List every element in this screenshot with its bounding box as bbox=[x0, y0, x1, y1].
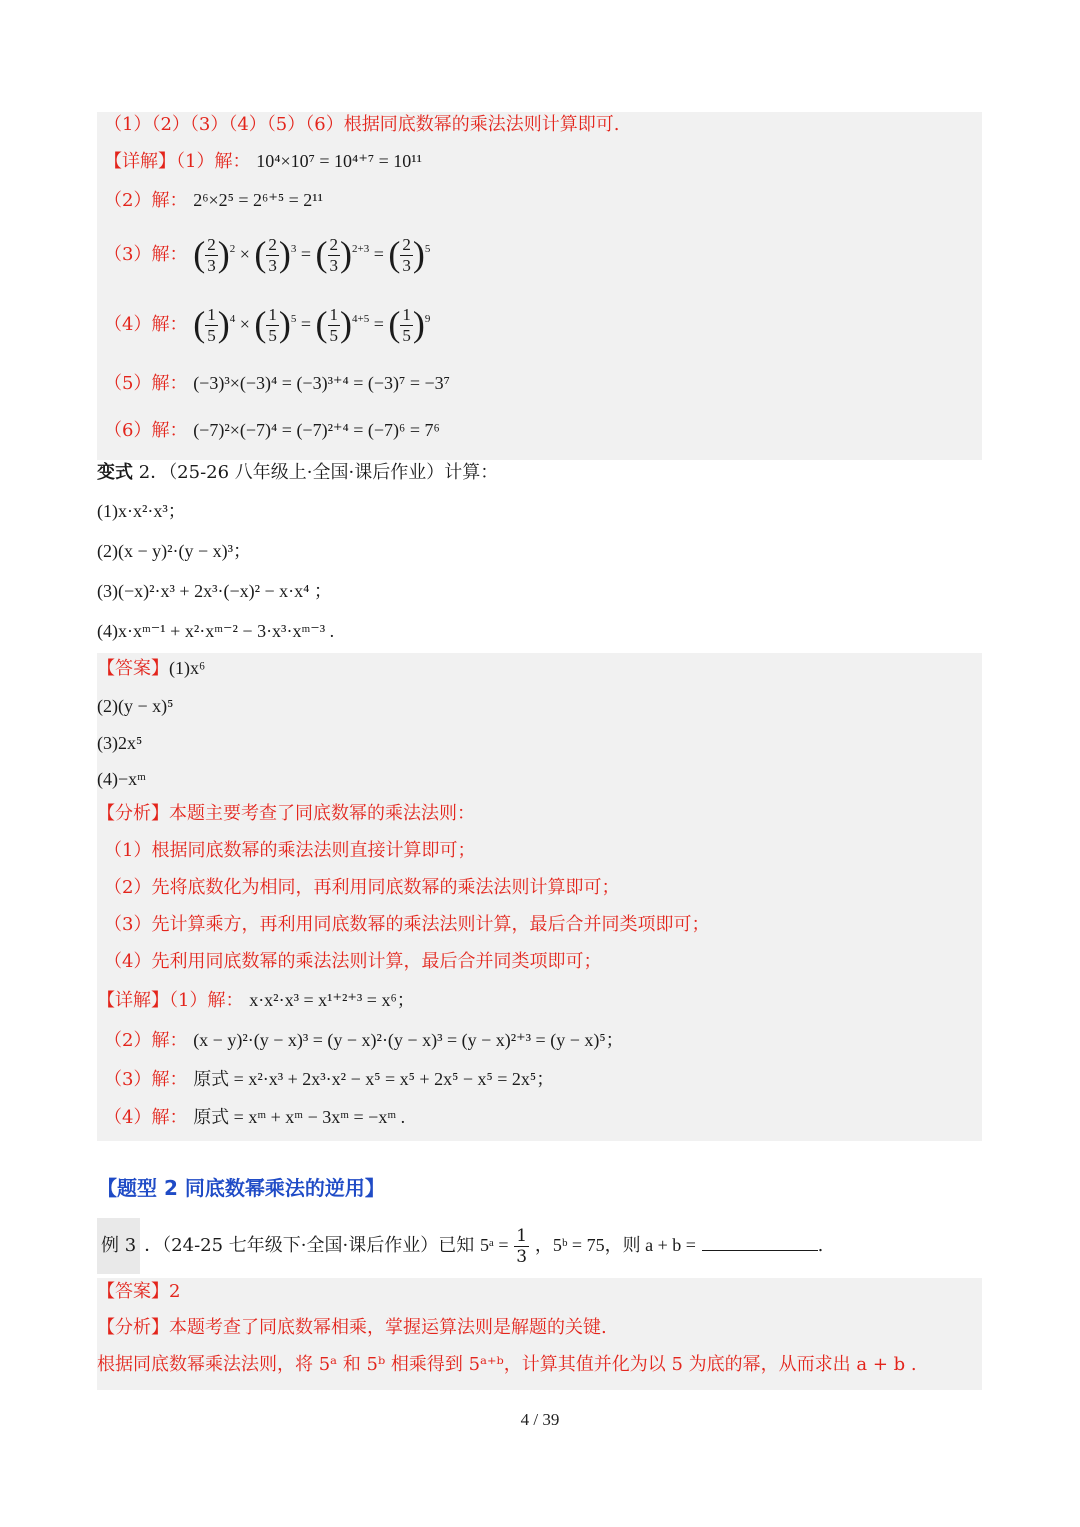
detail-line-3: （3）解： ( $\frac{2}{3}$ )$^2$ × ( $\frac{2}{3}$ )$^3$ = ( $\frac{2}{3}$ )$^{2+3}$ = ( $\frac{2}{3}$ )$^5$ bbox=[104, 234, 431, 276]
example3-analysis: 【分析】本题考查了同底数幂相乘，掌握运算法则是解题的关键. bbox=[97, 1317, 607, 1338]
example3-analysis-2: 根据同底数幂乘法法则，将 5ᵃ 和 5ᵇ 相乘得到 5ᵃ⁺ᵇ，计算其值并化为以 5 为底的幂，从而求出 a + b . bbox=[97, 1354, 917, 1375]
detail2-line-4: （4）解： 原式 = xᵐ + xᵐ − 3xᵐ = −xᵐ . bbox=[104, 1107, 406, 1128]
question-item-1: (1)x·x²·x³； bbox=[97, 501, 186, 521]
page-number: 4 / 39 bbox=[520, 1410, 560, 1429]
question-item-2: (2)(x − y)²·(y − x)³； bbox=[97, 541, 252, 561]
example-label: 例 3 bbox=[97, 1218, 140, 1274]
detail-line-5: （5）解： (−3)³×(−3)⁴ = (−3)³⁺⁴ = (−3)⁷ = −3⁷ bbox=[104, 373, 450, 394]
detail-line-6: （6）解： (−7)²×(−7)⁴ = (−7)²⁺⁴ = (−7)⁶ = 7⁶ bbox=[104, 420, 440, 441]
fraction-expression-3: ( $\frac{2}{3}$ )$^2$ × ( $\frac{2}{3}$ )$^3$ = ( $\frac{2}{3}$ )$^{2+3}$ = ( $\frac{2}{3}$ )$^5$ bbox=[193, 234, 431, 276]
analysis-line-4: （4）先利用同底数幂的乘法法则计算，最后合并同类项即可； bbox=[104, 951, 602, 972]
analysis-line-0: 【分析】本题主要考查了同底数幂的乘法法则： bbox=[97, 803, 475, 824]
answer-line-1: 【答案】(1)x⁶ bbox=[97, 658, 206, 679]
detail-line-1: 【详解】（1）解： 10⁴×10⁷ = 10⁴⁺⁷ = 10¹¹ bbox=[104, 151, 423, 172]
intro-text: （1）（2）（3）（4）（5）（6）根据同底数幂的乘法法则计算即可. bbox=[104, 114, 620, 135]
analysis-line-2: （2）先将底数化为相同，再利用同底数幂的乘法法则计算即可； bbox=[104, 877, 620, 898]
fraction-expression-4: ( $\frac{1}{5}$ )$^4$ × ( $\frac{1}{5}$ )$^5$ = ( $\frac{1}{5}$ )$^{4+5}$ = ( $\frac{1}{5}$ )$^9$ bbox=[193, 304, 431, 346]
detail2-line-2: （2）解： (x − y)²·(y − x)³ = (y − x)²·(y − x)³ = (y − x)²⁺³ = (y − x)⁵； bbox=[104, 1030, 624, 1051]
answer-line-4: (4)−xᵐ bbox=[97, 769, 146, 789]
detail2-line-3: （3）解： 原式 = x²·x³ + 2x³·x² − x⁵ = x⁵ + 2x⁵ − x⁵ = 2x⁵； bbox=[104, 1069, 555, 1090]
question-item-4: (4)x·xᵐ⁻¹ + x²·xᵐ⁻² − 3·x³·xᵐ⁻³ . bbox=[97, 621, 335, 641]
example3-question: 例 3 ．（24-25 七年级下·全国·课后作业）已知 5ᵃ = $\frac{1}{3}$ ，5ᵇ = 75，则 a + b = . bbox=[97, 1218, 823, 1266]
variant2-header: 变式 2．（25-26 八年级上·全国·课后作业）计算： bbox=[97, 462, 499, 483]
analysis-line-1: （1）根据同底数幂的乘法法则直接计算即可； bbox=[104, 840, 476, 861]
analysis-line-3: （3）先计算乘方，再利用同底数幂的乘法法则计算，最后合并同类项即可； bbox=[104, 914, 710, 935]
question-item-3: (3)(−x)²·x³ + 2x³·(−x)² − x·x⁴ ； bbox=[97, 581, 332, 601]
section-heading: 【题型 2 同底数幂乘法的逆用】 bbox=[97, 1176, 385, 1200]
detail-line-2: （2）解： 2⁶×2⁵ = 2⁶⁺⁵ = 2¹¹ bbox=[104, 190, 324, 211]
answer-line-2: (2)(y − x)⁵ bbox=[97, 696, 174, 716]
detail-line-4: （4）解： ( $\frac{1}{5}$ )$^4$ × ( $\frac{1}{5}$ )$^5$ = ( $\frac{1}{5}$ )$^{4+5}$ = ( $\frac{1}{5}$ )$^9$ bbox=[104, 304, 431, 346]
example3-answer: 【答案】2 bbox=[97, 1281, 181, 1302]
answer-blank[interactable] bbox=[702, 1232, 818, 1251]
answer-line-3: (3)2x⁵ bbox=[97, 733, 143, 753]
detail2-line-1: 【详解】（1）解： x·x²·x³ = x¹⁺²⁺³ = x⁶； bbox=[97, 990, 415, 1011]
fraction-one-third: $\frac{1}{3}$ bbox=[516, 1225, 528, 1267]
